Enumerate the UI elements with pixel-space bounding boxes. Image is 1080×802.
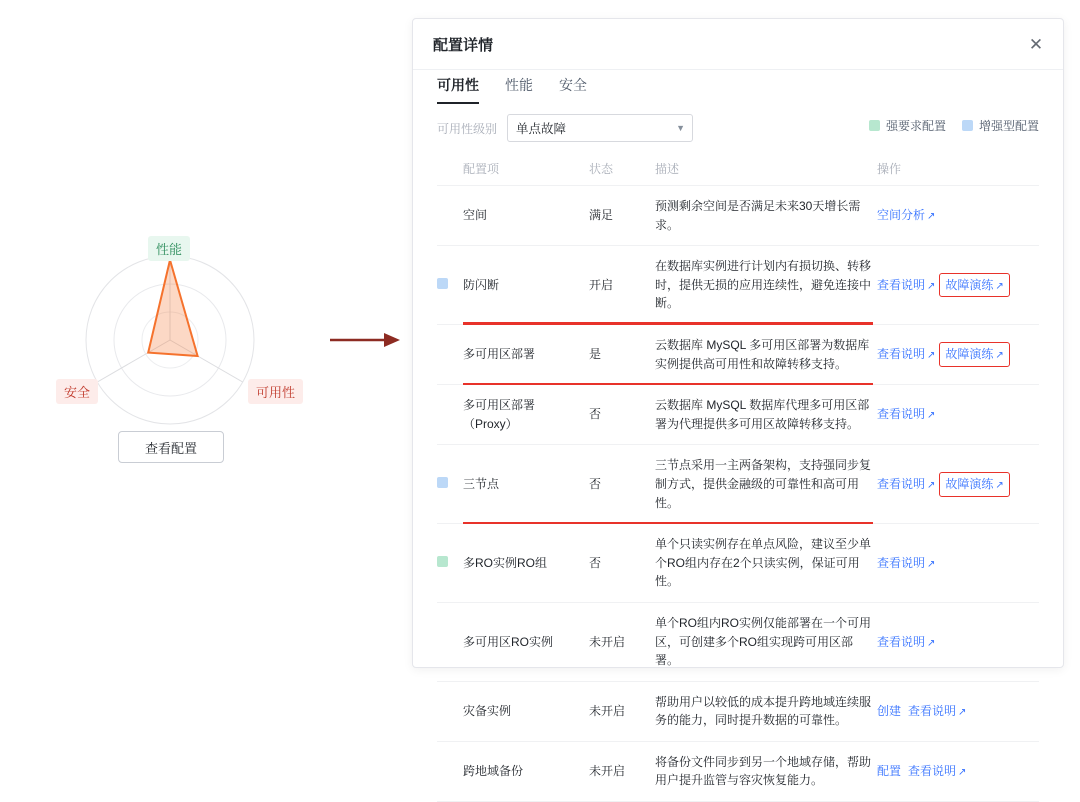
legend-item-required xyxy=(869,117,946,134)
action-link[interactable]: 查看说明 ↗ xyxy=(877,634,936,649)
radar-axis-label-performance: 性能 xyxy=(148,236,190,261)
cell-actions xyxy=(877,741,1039,801)
cell-description: 云数据库 MySQL 多可用区部署为数据库实例提供高可用性和故障转移支持。 xyxy=(655,324,877,384)
panel-tabs xyxy=(413,70,1063,104)
th-desc: 描述 xyxy=(655,152,877,186)
row-highlight-underline xyxy=(463,383,873,386)
external-link-icon: ↗ xyxy=(927,637,936,649)
table-row xyxy=(437,186,1039,246)
flow-arrow xyxy=(330,330,400,350)
cell-actions xyxy=(877,186,1039,246)
cell-description: 单个只读实例存在单点风险，建议至少单个RO组内存在2个只读实例，保证可用性。 xyxy=(655,524,877,603)
action-link[interactable]: 查看说明 ↗ xyxy=(877,277,936,292)
cell-description: 三节点采用一主两备架构，支持强同步复制方式，提供金融级的可靠性和高可用性。 xyxy=(655,445,877,524)
fault-drill-link[interactable]: 故障演练 ↗ xyxy=(945,476,1004,491)
table-row xyxy=(437,324,1039,384)
th-mark xyxy=(437,152,463,186)
row-category-marker xyxy=(437,681,463,741)
table-row xyxy=(437,602,1039,681)
cell-config-item: 跨地域备份 xyxy=(463,741,589,801)
cell-status: 未开启 xyxy=(589,602,655,681)
cell-actions xyxy=(877,681,1039,741)
row-category-marker xyxy=(437,524,463,603)
action-link[interactable]: 配置 xyxy=(877,764,902,779)
category-swatch xyxy=(437,278,448,289)
radar-axis-label-security: 安全 xyxy=(56,379,98,404)
cell-status: 未开启 xyxy=(589,741,655,801)
external-link-icon: ↗ xyxy=(927,280,936,292)
row-highlight-underline xyxy=(463,522,873,525)
radar-summary-card xyxy=(10,10,360,510)
table-row xyxy=(437,445,1039,524)
availability-level-label: 可用性级别 xyxy=(437,121,498,136)
tab-performance[interactable]: 性能 xyxy=(505,77,533,93)
cell-actions xyxy=(877,385,1039,445)
table-row xyxy=(437,681,1039,741)
cell-config-item: 多可用区RO实例 xyxy=(463,602,589,681)
fault-drill-link[interactable]: 故障演练 ↗ xyxy=(945,347,1004,362)
fault-drill-highlight[interactable] xyxy=(939,273,1009,298)
view-config-button[interactable]: 查看配置 xyxy=(118,431,224,463)
action-link[interactable]: 查看说明 ↗ xyxy=(877,347,936,362)
row-category-marker xyxy=(437,186,463,246)
cell-actions xyxy=(877,524,1039,603)
action-link[interactable]: 查看说明 ↗ xyxy=(908,764,967,779)
cell-actions xyxy=(877,445,1039,524)
cell-status: 否 xyxy=(589,524,655,603)
row-category-marker xyxy=(437,741,463,801)
cell-config-item: 三节点 xyxy=(463,445,589,524)
table-row xyxy=(437,246,1039,325)
fault-drill-highlight[interactable] xyxy=(939,342,1009,367)
cell-description: 帮助用户以较低的成本提升跨地域连续服务的能力，同时提升数据的可靠性。 xyxy=(655,681,877,741)
legend xyxy=(869,117,1039,134)
legend-item-enhanced xyxy=(962,117,1039,134)
category-swatch xyxy=(437,556,448,567)
cell-config-item: 灾备实例 xyxy=(463,681,589,741)
close-icon[interactable]: ✕ xyxy=(1028,34,1044,54)
cell-status: 否 xyxy=(589,385,655,445)
external-link-icon: ↗ xyxy=(927,558,936,570)
cell-description: 预测剩余空间是否满足未来30天增长需求。 xyxy=(655,186,877,246)
panel-title: 配置详情 xyxy=(433,36,494,54)
row-category-marker xyxy=(437,324,463,384)
action-link[interactable]: 查看说明 ↗ xyxy=(877,407,936,422)
cell-actions xyxy=(877,246,1039,325)
row-category-marker xyxy=(437,602,463,681)
cell-description: 将备份文件同步到另一个地域存储，帮助用户提升监管与容灾恢复能力。 xyxy=(655,741,877,801)
legend-swatch-enhanced xyxy=(962,120,973,131)
external-link-icon: ↗ xyxy=(927,211,936,223)
config-table xyxy=(437,152,1039,802)
filter-row xyxy=(413,104,1063,150)
row-category-marker xyxy=(437,445,463,524)
config-table-body xyxy=(437,186,1039,802)
config-detail-panel xyxy=(412,18,1064,788)
cell-status: 满足 xyxy=(589,186,655,246)
legend-swatch-required xyxy=(869,120,880,131)
th-actions: 操作 xyxy=(877,152,1039,186)
cell-description: 在数据库实例进行计划内有损切换、转移时，提供无损的应用连续性，避免连接中断。 xyxy=(655,246,877,325)
action-link[interactable]: 查看说明 ↗ xyxy=(877,476,936,491)
cell-config-item: 多可用区部署（Proxy） xyxy=(463,385,589,445)
action-link[interactable]: 查看说明 ↗ xyxy=(908,703,967,718)
action-link[interactable]: 查看说明 ↗ xyxy=(877,555,936,570)
tab-availability[interactable]: 可用性 xyxy=(437,75,479,104)
action-link[interactable]: 创建 xyxy=(877,703,902,718)
cell-actions xyxy=(877,602,1039,681)
legend-label-required: 强要求配置 xyxy=(885,119,946,133)
cell-config-item: 空间 xyxy=(463,186,589,246)
table-row xyxy=(437,741,1039,801)
external-link-icon: ↗ xyxy=(927,350,936,362)
fault-drill-link[interactable]: 故障演练 ↗ xyxy=(945,277,1004,292)
cell-description: 单个RO组内RO实例仅能部署在一个可用区，可创建多个RO组实现跨可用区部署。 xyxy=(655,602,877,681)
table-row xyxy=(437,524,1039,603)
th-state: 状态 xyxy=(589,152,655,186)
row-category-marker xyxy=(437,385,463,445)
tab-security[interactable]: 安全 xyxy=(559,77,587,93)
availability-level-select[interactable] xyxy=(507,114,693,142)
category-swatch xyxy=(437,477,448,488)
panel-header xyxy=(413,19,1063,70)
cell-config-item: 多RO实例RO组 xyxy=(463,524,589,603)
legend-label-enhanced: 增强型配置 xyxy=(978,119,1039,133)
external-link-icon: ↗ xyxy=(995,280,1004,292)
th-item: 配置项 xyxy=(463,152,589,186)
cell-status: 是 xyxy=(589,324,655,384)
cell-status: 否 xyxy=(589,445,655,524)
cell-status: 未开启 xyxy=(589,681,655,741)
table-row xyxy=(437,385,1039,445)
external-link-icon: ↗ xyxy=(995,479,1004,491)
external-link-icon: ↗ xyxy=(958,767,967,779)
cell-description: 云数据库 MySQL 数据库代理多可用区部署为代理提供多可用区故障转移支持。 xyxy=(655,385,877,445)
fault-drill-highlight[interactable] xyxy=(939,472,1009,497)
cell-status: 开启 xyxy=(589,246,655,325)
chevron-down-icon: ▼ xyxy=(676,123,686,133)
arrow-icon xyxy=(330,330,400,350)
external-link-icon: ↗ xyxy=(927,410,936,422)
radar-axis-label-availability: 可用性 xyxy=(248,379,303,404)
external-link-icon: ↗ xyxy=(958,706,967,718)
external-link-icon: ↗ xyxy=(995,350,1004,362)
availability-level-value: 单点故障 xyxy=(516,122,567,136)
row-category-marker xyxy=(437,246,463,325)
external-link-icon: ↗ xyxy=(927,479,936,491)
cell-config-item: 防闪断 xyxy=(463,246,589,325)
action-link[interactable]: 空间分析 ↗ xyxy=(877,208,936,223)
cell-config-item: 多可用区部署 xyxy=(463,324,589,384)
config-table-header xyxy=(437,152,1039,186)
cell-actions xyxy=(877,324,1039,384)
